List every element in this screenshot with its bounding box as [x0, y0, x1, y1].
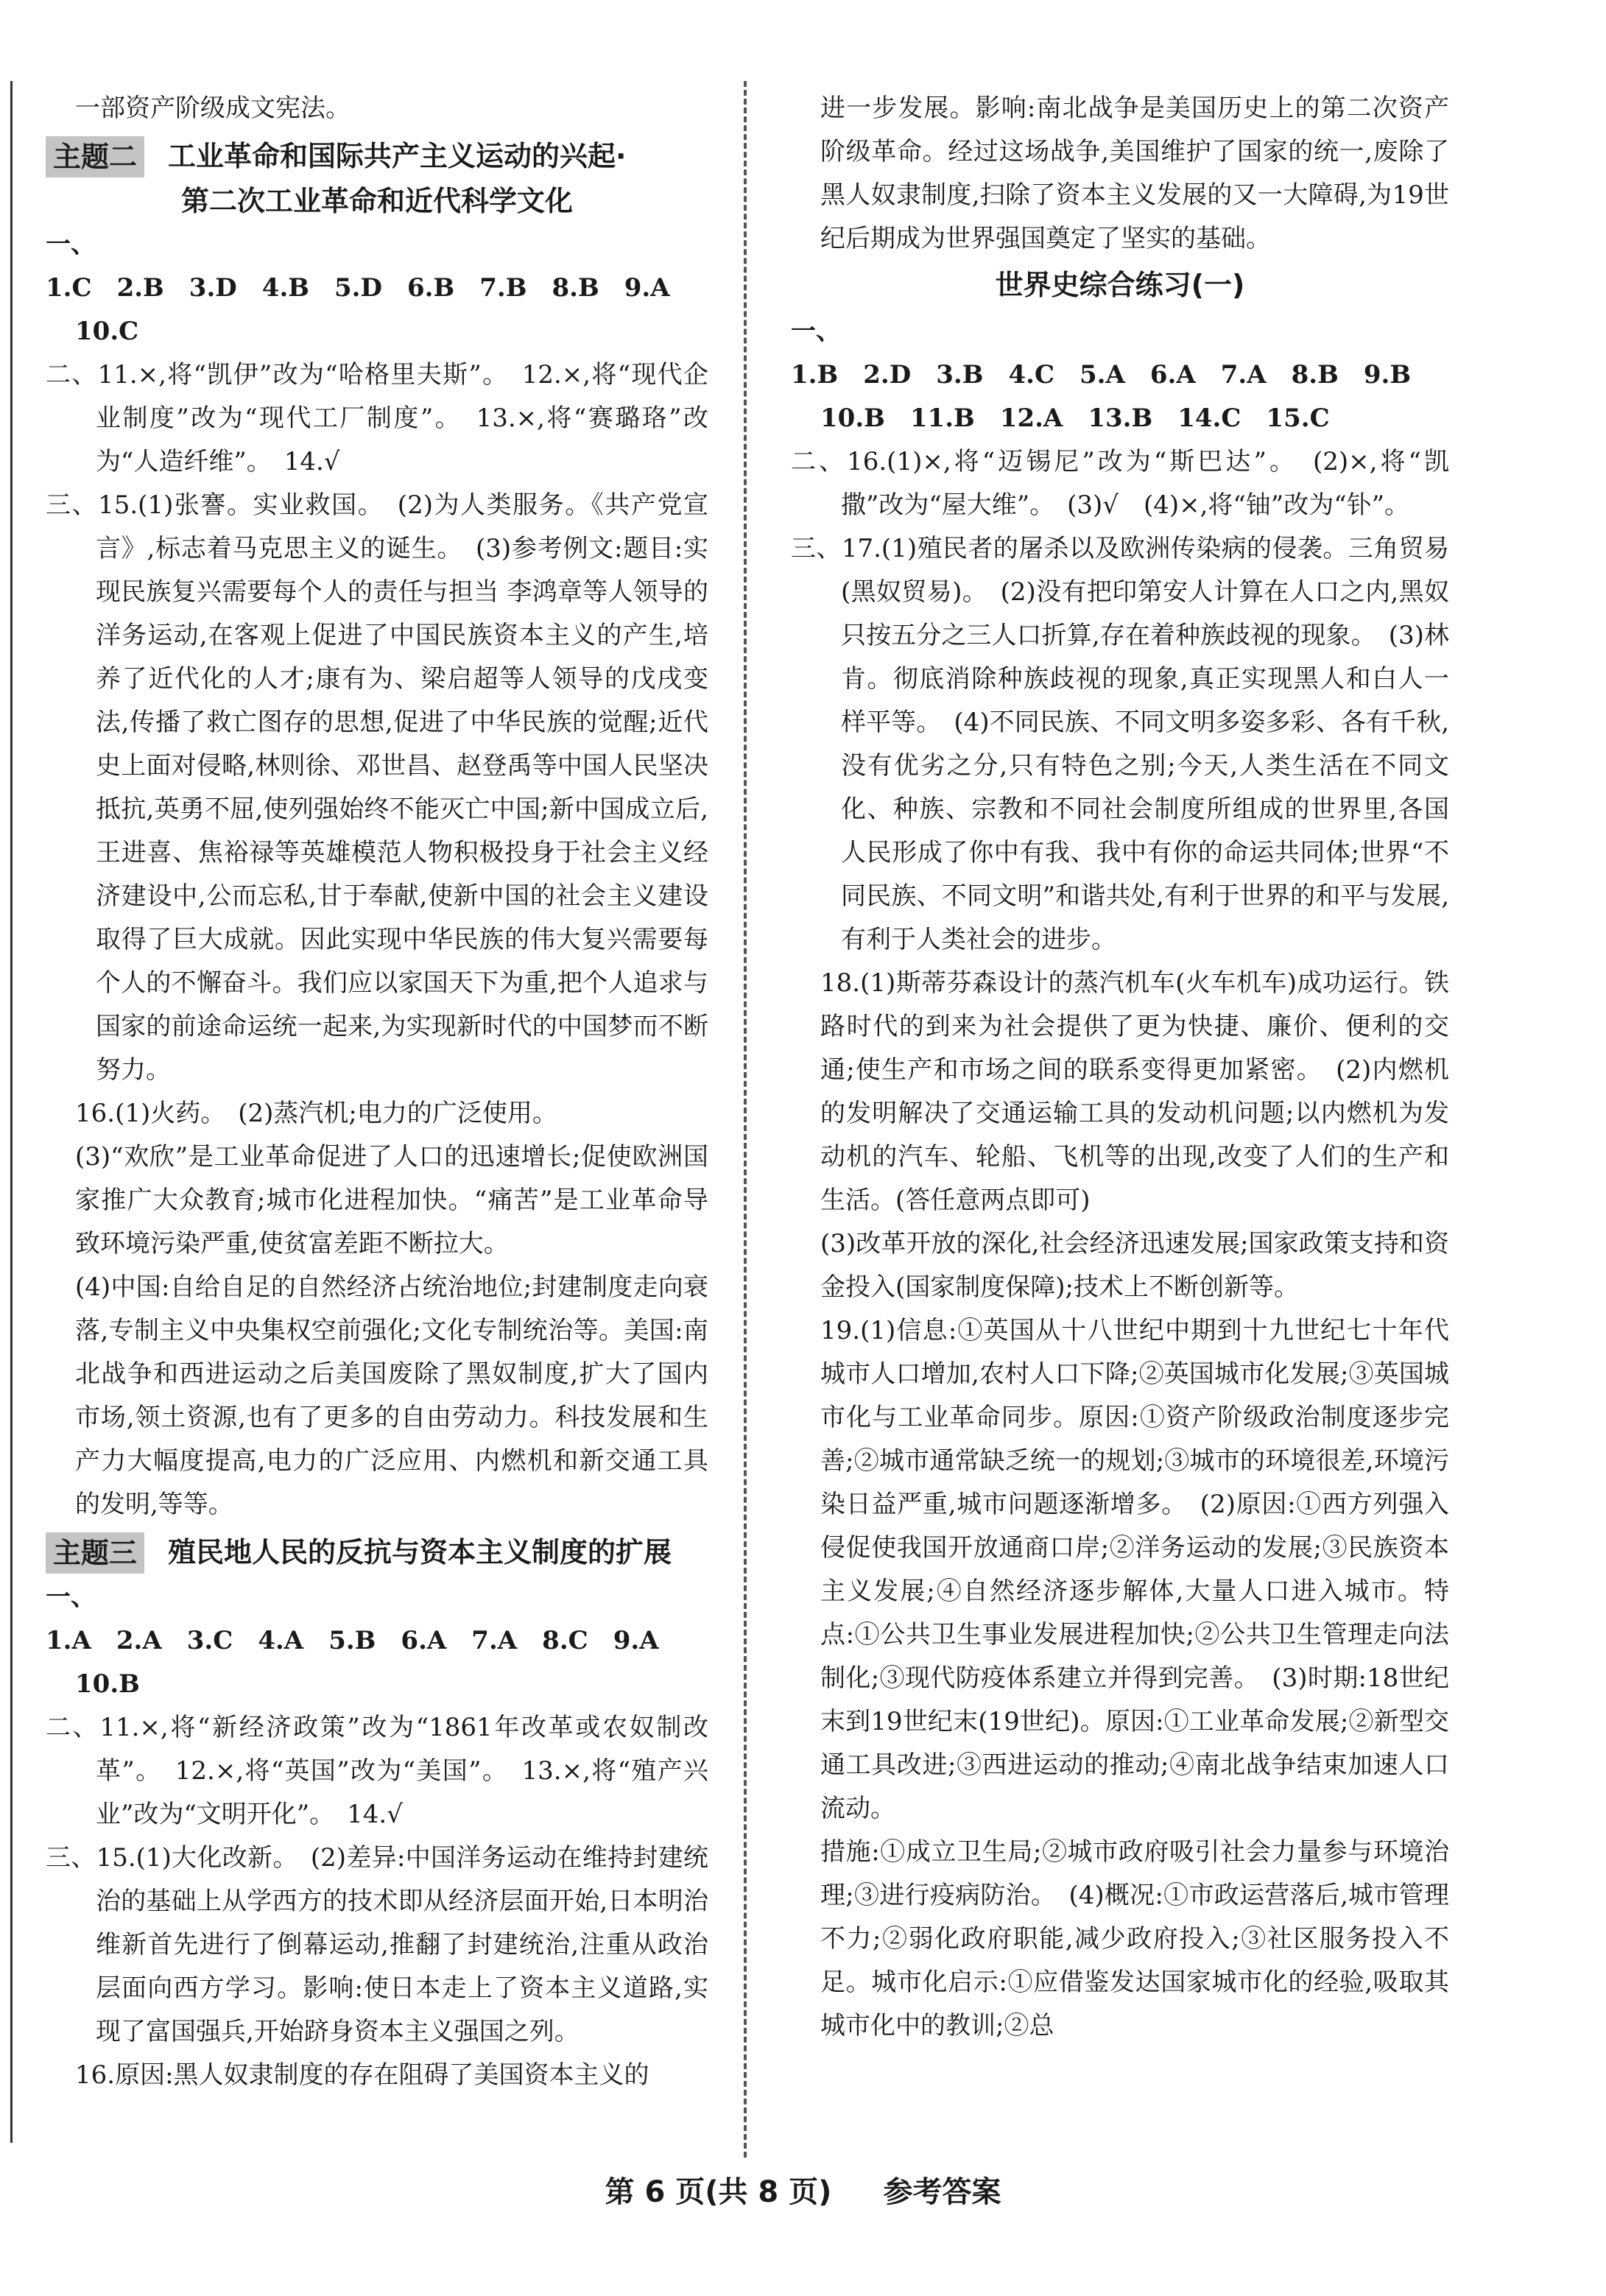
mc-prefix: 一、: [46, 230, 96, 259]
theme3-tag: 主题三: [46, 1532, 144, 1574]
left-column: [46, 87, 708, 2097]
theme3-q15: 三、15.(1)大化改新。 (2)差异:中国洋务运动在维持封建统治的基础上从学西方的技术即从经济层面开始,日本明治维新首先进行了倒幕运动,推翻了封建统治,注重从政治层面向西方学习。影响:使日本走上了资本主义道路,实现了富国强兵,开始跻身资本主义强国之列。: [46, 1843, 708, 2046]
theme2-q16-a: 16.(1)火药。 (2)蒸汽机;电力的广泛使用。: [75, 1099, 557, 1128]
footer-label: 参考答案: [883, 2175, 1001, 2209]
page-footer: [0, 2169, 1606, 2211]
mc-answer: 4.A: [258, 1626, 304, 1655]
theme3-header: [46, 1531, 708, 1574]
world-q19-b: 措施:①成立卫生局;②城市政府吸引社会力量参与环境治理;③进行疫病防治。 (4)概况:①市政运营落后,城市管理不力;②弱化政府职能,减少政府投入;③社区服务投入不足。城市化启示:①应借鉴发达国家城市化的经验,吸取其城市化中的教训;②总: [820, 1837, 1449, 2040]
theme2-title: 工业革命和国际共产主义运动的兴起·: [168, 140, 627, 172]
mc-answer: 3.D: [189, 273, 237, 303]
mc-answer: 4.C: [1008, 360, 1055, 390]
theme2-header: [46, 135, 708, 178]
mc-answer: 1.C: [46, 273, 92, 303]
theme2-mc-answers: [46, 223, 708, 310]
mc-answer: 2.D: [863, 360, 912, 390]
world-q18-a: 18.(1)斯蒂芬森设计的蒸汽机车(火车机车)成功运行。铁路时代的到来为社会提供了更为快捷、廉价、便利的交通;使生产和市场之间的联系变得更加紧密。 (2)内燃机的发明解决了交通运输工具的发动机问题;以内燃机为发动机的汽车、轮船、飞机等的出现,改变了人们的生产和生活。(答任意两点即可): [820, 968, 1449, 1215]
theme2-q15: 三、15.(1)张謇。实业救国。 (2)为人类服务。《共产党宣言》,标志着马克思主义的诞生。 (3)参考例文:题目:实现民族复兴需要每个人的责任与担当 李鸿章等人领导的洋务运动,在客观上促进了中国民族资本主义的产生,培养了近代化的人才;康有为、梁启超等人领导的戊戌变法,传播了救亡图存的思想,促进了中华民族的觉醒;近代史上面对侵略,林则徐、邓世昌、赵登禹等中国人民坚决抵抗,英勇不屈,使列强始终不能灭亡中国;新中国成立后,王进喜、焦裕禄等英雄模范人物积极投身于社会主义经济建设中,公而忘私,甘于奉献,使新中国的社会主义建设取得了巨大成就。因此实现中华民族的伟大复兴需要每个人的不懈奋斗。我们应以家国天下为重,把个人追求与国家的前途命运统一起来,为实现新时代的中国梦而不断努力。: [46, 490, 708, 1085]
mc-answer: 15.C: [1266, 404, 1330, 433]
mc-answer: 13.B: [1088, 404, 1153, 433]
mc-answer: 7.A: [471, 1626, 518, 1655]
mc-answer: 1.A: [46, 1626, 91, 1655]
theme2-subtitle: 第二次工业革命和近代科学文化: [180, 185, 573, 217]
theme2-mc-last: 10.C: [75, 317, 139, 346]
theme2-q16-b: (3)“欢欣”是工业革命促进了人口的迅速增长;促使欧洲国家推广大众教育;城市化进程加快。“痛苦”是工业革命导致环境污染严重,使贫富差距不断拉大。: [75, 1142, 708, 1258]
mc-answer: 8.B: [552, 273, 599, 303]
mc-answer: 5.A: [1080, 360, 1125, 390]
theme2-tf-answers: 二、11.×,将“凯伊”改为“哈格里夫斯”。 12.×,将“现代企业制度”改为“现代工厂制度”。 13.×,将“赛璐珞”改为“人造纤维”。 14.√: [46, 360, 708, 476]
mc-answer: 5.B: [328, 1626, 376, 1655]
world-mc-answers-row1: [791, 310, 1449, 397]
theme3-title: 殖民地人民的反抗与资本主义制度的扩展: [168, 1536, 672, 1568]
mc-answer: 14.C: [1177, 404, 1242, 433]
theme2-q16-c: (4)中国:自给自足的自然经济占统治地位;封建制度走向衰落,专制主义中央集权空前强化;文化专制统治等。美国:南北战争和西进运动之后美国废除了黑奴制度,扩大了国内市场,领土资源,也有了更多的自由劳动力。科技发展和生产力大幅度提高,电力的广泛应用、内燃机和新交通工具的发明,等等。: [75, 1272, 708, 1519]
mc-answer: 4.B: [261, 273, 310, 303]
mc-answer: 2.B: [116, 273, 164, 303]
world-q18-b: (3)改革开放的深化,社会经济迅速发展;国家政策支持和资金投入(国家制度保障);技术上不断创新等。: [820, 1229, 1449, 1302]
right-column: [791, 87, 1449, 2048]
mc-answer: 6.A: [1149, 360, 1196, 390]
theme3-mc-answers: [46, 1576, 708, 1663]
world-q19-a: 19.(1)信息:①英国从十八世纪中期到十九世纪七十年代城市人口增加,农村人口下降;②英国城市化发展;③英国城市化与工业革命同步。原因:①资产阶级政治制度逐步完善;②城市通常缺乏统一的规划;③城市的环境很差,环境污染日益严重,城市问题逐渐增多。 (2)原因:①西方列强入侵促使我国开放通商口岸;②洋务运动的发展;③民族资本主义发展;④自然经济逐步解体,大量人口进入城市。特点:①公共卫生事业发展进程加快;②公共卫生管理走向法制化;③现代防疫体系建立并得到完善。 (3)时期:18世纪末到19世纪末(19世纪)。原因:①工业革命发展;②新型交通工具改进;③西进运动的推动;④南北战争结束加速人口流动。: [820, 1316, 1449, 1823]
mc-prefix: 一、: [46, 1582, 96, 1612]
mc-answer: 5.D: [334, 273, 382, 303]
mc-answer: 3.C: [186, 1626, 233, 1655]
mc-answer: 8.B: [1291, 360, 1339, 390]
world-q17: 三、17.(1)殖民者的屠杀以及欧洲传染病的侵袭。三角贸易(黑奴贸易)。 (2)没有把印第安人计算在人口之内,黑奴只按五分之三人口折算,存在着种族歧视的现象。 (3)林肯。彻底消除种族歧视的现象,真正实现黑人和白人一样平等。 (4)不同民族、不同文明多姿多彩、各有千秋,没有优劣之分,只有特色之别;今天,人类生活在不同文化、种族、宗教和不同社会制度所组成的世界里,各国人民形成了你中有我、我中有你的命运共同体;世界“不同民族、不同文明”和谐共处,有利于世界的和平与发展,有利于人类社会的进步。: [791, 534, 1449, 954]
mc-answer: 7.A: [1220, 360, 1267, 390]
mc-answer: 12.A: [999, 404, 1063, 433]
theme3-q16: 16.原因:黑人奴隶制度的存在阻碍了美国资本主义的: [75, 2060, 649, 2090]
world-tf-answers: 二、16.(1)×,将“迈锡尼”改为“斯巴达”。 (2)×,将“凯撒”改为“屋大维”。 (3)√ (4)×,将“铀”改为“钋”。: [791, 447, 1449, 520]
mc-answer: 2.A: [116, 1626, 162, 1655]
mc-answer: 1.B: [791, 360, 839, 390]
mc-answer: 6.A: [401, 1626, 447, 1655]
mc-answer: 3.B: [936, 360, 984, 390]
page-number: 第 6 页(共 8 页): [605, 2175, 832, 2209]
continued-answer: 进一步发展。影响:南北战争是美国历史上的第二次资产阶级革命。经过这场战争,美国维护了国家的统一,废除了黑人奴隶制度,扫除了资本主义发展的又一大障碍,为19世纪后期成为世界强国奠定了坚实的基础。: [820, 94, 1449, 253]
mc-answer: 9.B: [1363, 360, 1412, 390]
mc-answer: 9.A: [624, 273, 670, 303]
mc-answer: 7.B: [479, 273, 527, 303]
section-title: 世界史综合练习(一): [995, 269, 1245, 301]
theme3-mc-last: 10.B: [75, 1669, 140, 1699]
intro-line: 一部资产阶级成文宪法。: [75, 94, 351, 123]
left-margin-rule: [10, 81, 13, 2143]
mc-answer: 6.B: [407, 273, 455, 303]
world-mc-answers-row2: [791, 397, 1449, 440]
theme2-tag: 主题二: [46, 136, 144, 177]
mc-answer: 10.B: [820, 404, 885, 433]
mc-prefix: 一、: [791, 317, 841, 346]
mc-answer: 8.C: [542, 1626, 588, 1655]
mc-answer: 9.A: [613, 1626, 659, 1655]
theme3-tf-answers: 二、11.×,将“新经济政策”改为“1861年改革或农奴制改革”。 12.×,将“英国”改为“美国”。 13.×,将“殖产兴业”改为“文明开化”。 14.√: [46, 1713, 708, 1829]
column-divider: [744, 81, 747, 2158]
mc-answer: 11.B: [909, 404, 975, 433]
